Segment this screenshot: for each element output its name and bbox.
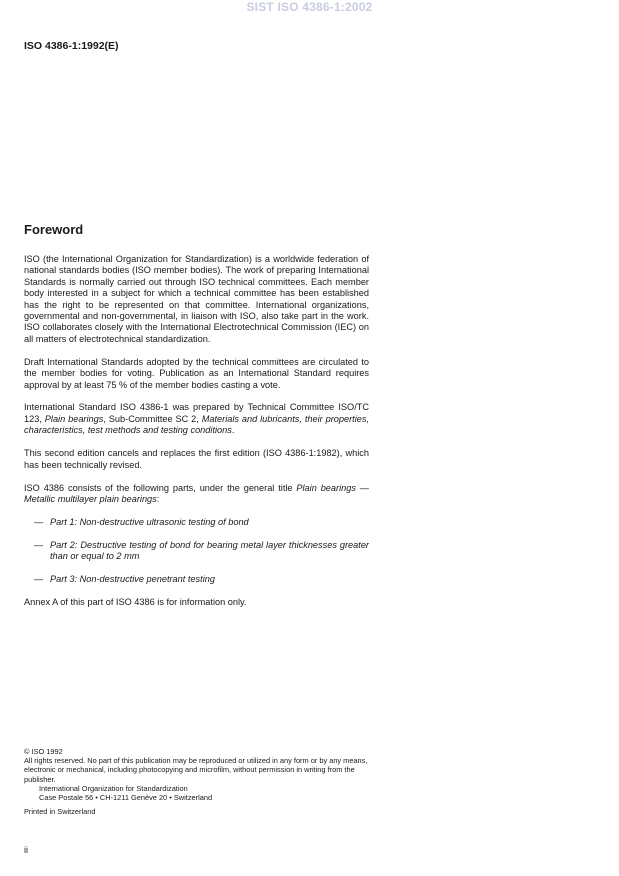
list-dash: — bbox=[34, 539, 44, 550]
subcommittee-title: Materials and lubricants, their properties, characteristics, test methods and testing conditions bbox=[24, 413, 370, 436]
foreword-paragraph-4: This second edition cancels and replaces the first edition (ISO 4386-1:1982), which has been technically revised. bbox=[24, 448, 369, 470]
foreword-paragraph-6: Annex A of this part of ISO 4386 is for information only. bbox=[24, 596, 247, 607]
general-title: Plain bearings — Metallic multilayer plain bearings bbox=[24, 482, 369, 504]
foreword-heading: Foreword bbox=[24, 222, 84, 237]
organization-name: International Organization for Standardization bbox=[39, 783, 188, 793]
part-text: Part 1: Non-destructive ultrasonic testing of bond bbox=[50, 516, 249, 527]
foreword-paragraph-3 bbox=[24, 402, 369, 436]
rights-statement: All rights reserved. No part of this publication may be reproduced or utilized in any form or by any means, electronic or mechanical, including photocopying and microfilm, without permission in writing from the publisher. bbox=[24, 756, 368, 784]
foreword-paragraph-5 bbox=[24, 483, 369, 506]
document-identifier: ISO 4386-1:1992(E) bbox=[24, 40, 119, 52]
list-dash: — bbox=[34, 574, 44, 585]
watermark: SIST ISO 4386-1:2002 bbox=[246, 0, 373, 14]
list-item bbox=[24, 574, 369, 585]
foreword-body bbox=[24, 254, 369, 620]
part-text: Part 3: Non-destructive penetrant testing bbox=[50, 574, 215, 585]
printed-in: Printed in Switzerland bbox=[24, 807, 96, 817]
page-number: ii bbox=[24, 845, 28, 855]
parts-list bbox=[24, 517, 369, 586]
paragraph-3-end: . bbox=[231, 425, 235, 436]
part-text: Part 2: Destructive testing of bond for bearing metal layer thicknesses greater than or equal to 2 mm bbox=[50, 539, 369, 562]
list-dash: — bbox=[34, 516, 44, 527]
list-item bbox=[24, 540, 369, 563]
foreword-paragraph-2: Draft International Standards adopted by the technical committees are circulated to the member bodies for voting. Publication as an International Standard requires approval by at least 75 % of the member bodies casting a vote. bbox=[24, 356, 369, 390]
paragraph-3-lead: International Standard ISO 4386-1 was prepared by Technical Committee ISO/TC 123, bbox=[24, 402, 369, 424]
paragraph-5-lead: ISO 4386 consists of the following parts, under the general title bbox=[24, 482, 297, 493]
foreword-paragraph-1: ISO (the International Organization for Standardization) is a worldwide federation of national standards bodies (ISO member bodies). The work of preparing International Standards is normally carried out through ISO technical committees. Each member body interested in a subject for which a technical committee has been established has the right to be represented on that committee. International organizations, governmental and non-governmental, in liaison with ISO, also take part in the work. ISO collaborates closely with the International Electrotechnical Commission (IEC) on all matters of electrotechnical standardization. bbox=[24, 254, 369, 344]
copyright-notice bbox=[24, 747, 369, 816]
list-item bbox=[24, 517, 369, 528]
committee-title: Plain bearings bbox=[44, 413, 104, 424]
copyright-line: © ISO 1992 bbox=[24, 747, 63, 756]
paragraph-3-mid: , Sub-Committee SC 2, bbox=[103, 413, 202, 424]
organization-address: Case Postale 56 • CH-1211 Genève 20 • Switzerland bbox=[39, 793, 213, 803]
paragraph-5-end: : bbox=[156, 493, 160, 504]
